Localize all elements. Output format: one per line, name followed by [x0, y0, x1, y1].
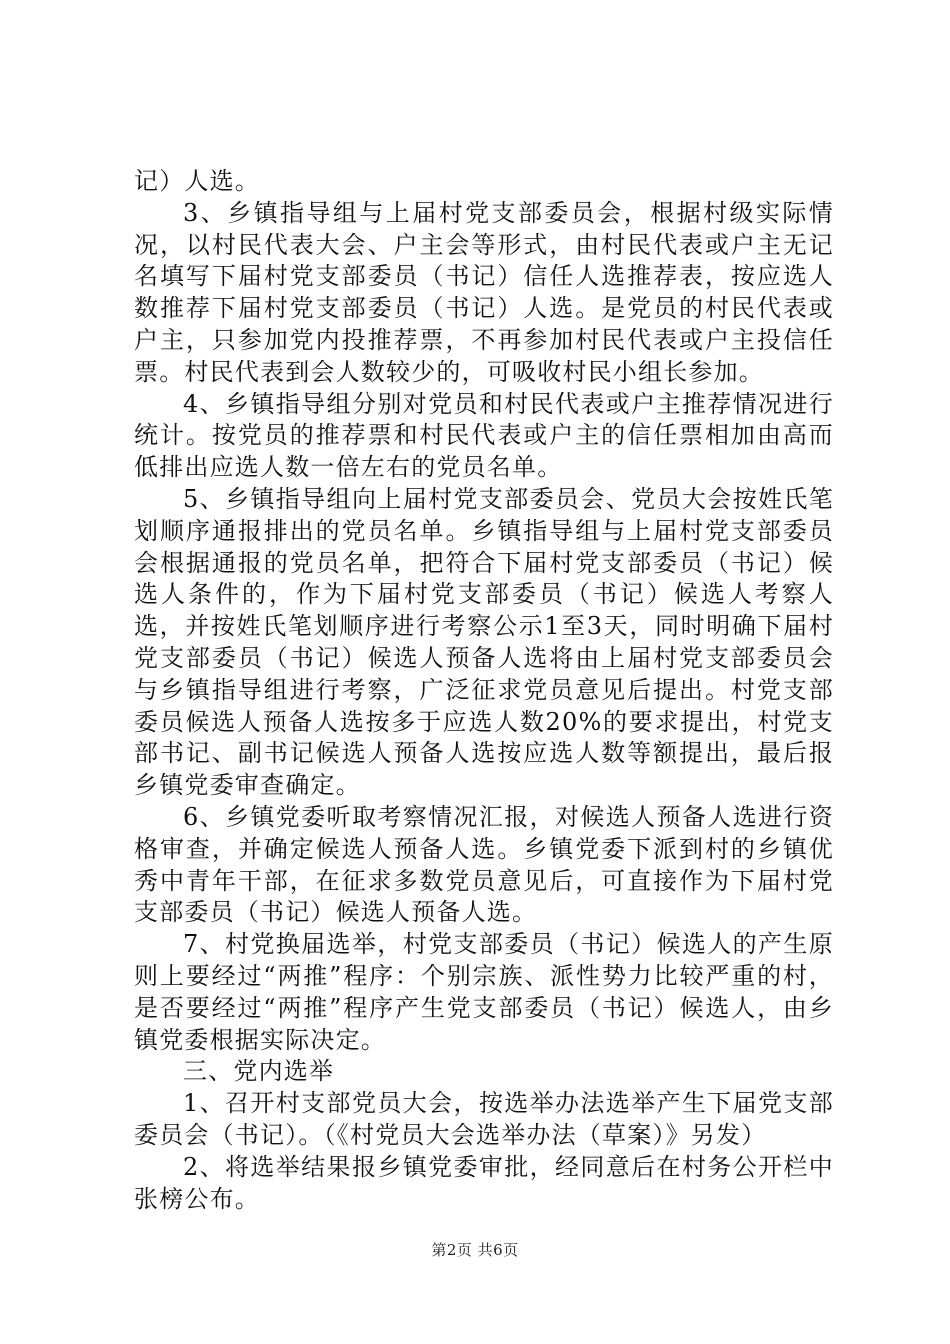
section-heading-party-election: 三、党内选举 — [183, 1057, 335, 1086]
paragraph-item-5: 5、乡镇指导组向上届村党支部委员会、党员大会按姓氏笔划顺序通报排出的党员名单。乡镇指导组与上届村党支部委员会根据通报的党员名单，把符合下届村党支部委员（书记）候选人条件的，作为下届村党支部委员（书记）候选人考察人选，并按姓氏笔划顺序进行考察公示1至3天，同时明确下届村党支部委员（书记）候选人预备人选将由上届村党支部委员会与乡镇指导组进行考察，广泛征求党员意见后提出。村党支部委员候选人预备人选按多于应选人数20%的要求提出，村党支部书记、副书记候选人预备人选按应选人数等额提出，最后报乡镇党委审查确定。 — [134, 484, 834, 800]
page-number-footer: 第2页 共6页 — [431, 1241, 519, 1259]
paragraph-election-1: 1、召开村支部党员大会，按选举办法选举产生下届党支部委员会（书记）。（《村党员大会选举办法（草案）》另发） — [134, 1089, 834, 1149]
paragraph-item-3: 3、乡镇指导组与上届村党支部委员会，根据村级实际情况，以村民代表大会、户主会等形式，由村民代表或户主无记名填写下届村党支部委员（书记）信任人选推荐表，按应选人数推荐下届村党支部委员（书记）人选。是党员的村民代表或户主，只参加党内投推荐票，不再参加村民代表或户主投信任票。村民代表到会人数较少的，可吸收村民小组长参加。 — [134, 198, 834, 386]
paragraph-continuation: 记）人选。 — [134, 167, 260, 195]
paragraph-item-7: 7、村党换届选举，村党支部委员（书记）候选人的产生原则上要经过“两推”程序：个别宗族、派性势力比较严重的村，是否要经过“两推”程序产生党支部委员（书记）候选人，由乡镇党委根据实际决定。 — [134, 930, 834, 1054]
paragraph-election-2: 2、将选举结果报乡镇党委审批，经同意后在村务公开栏中张榜公布。 — [134, 1152, 834, 1213]
paragraph-item-6: 6、乡镇党委听取考察情况汇报，对候选人预备人选进行资格审查，并确定候选人预备人选。乡镇党委下派到村的乡镇优秀中青年干部，在征求多数党员意见后，可直接作为下届村党支部委员（书记）候选人预备人选。 — [134, 802, 834, 927]
paragraph-item-4: 4、乡镇指导组分别对党员和村民代表或户主推荐情况进行统计。按党员的推荐票和村民代表或户主的信任票相加由高而低排出应选人数一倍左右的党员名单。 — [134, 389, 834, 482]
document-body — [134, 166, 834, 1215]
